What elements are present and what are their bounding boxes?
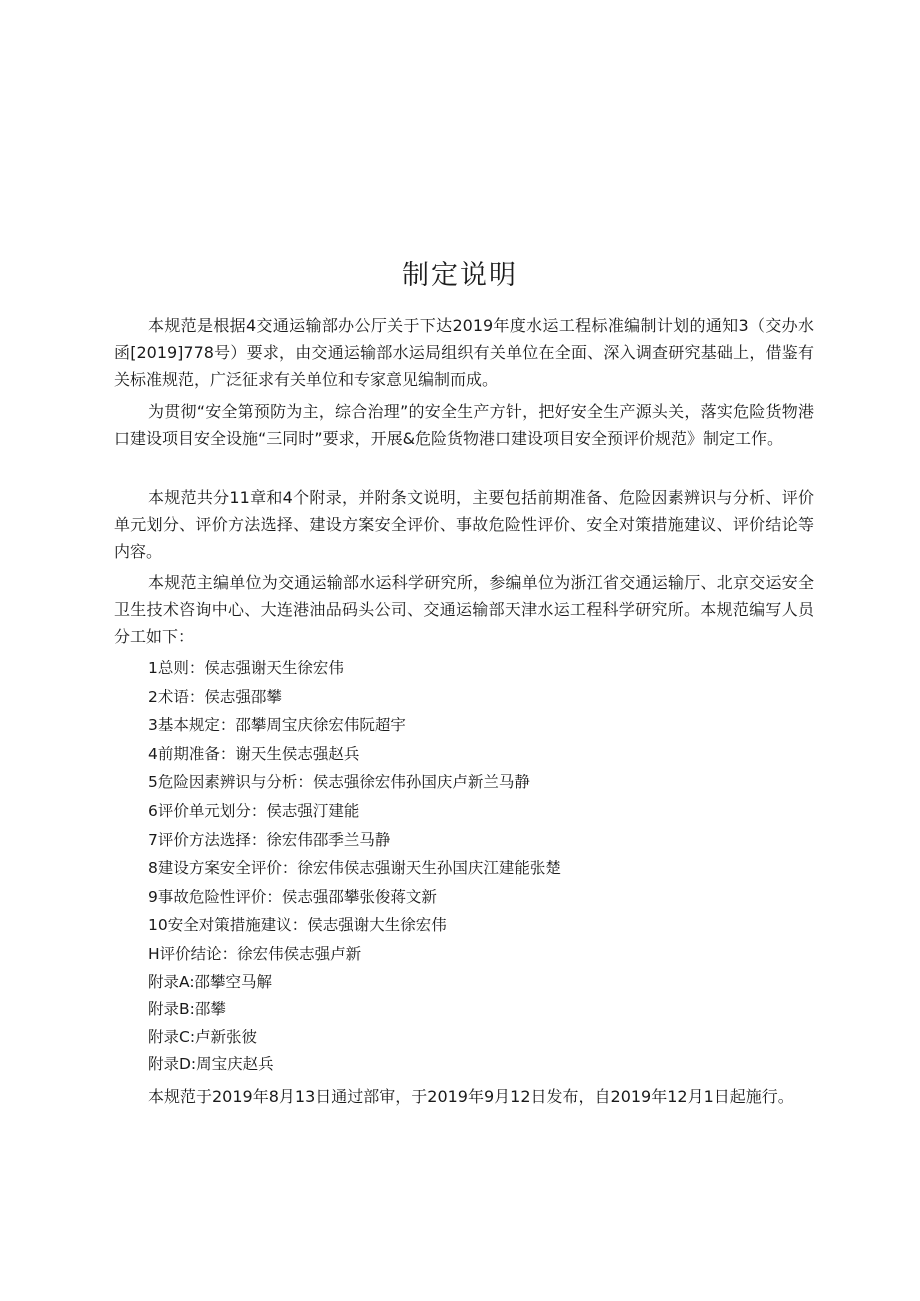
list-item: 2术语：侯志强邵攀 bbox=[148, 687, 282, 706]
paragraph-editors: 本规范主编单位为交通运输部水运科学研究所，参编单位为浙江省交通运输厅、北京交运安全卫生技术咨询中心、大连港油品码头公司、交通运输部天津水运工程科学研究所。本规范编写人员分工如下： bbox=[114, 573, 814, 646]
list-item: H评价结论：徐宏伟侯志强卢新 bbox=[148, 945, 362, 963]
list-item: 附录D:周宝庆赵兵 bbox=[148, 1055, 274, 1073]
paragraph-basis: 本规范是根据4交通运输部办公厅关于下达2019年度水运工程标准编制计划的通知3（交办水函[2019]778号）要求，由交通运输部水运局组织有关单位在全面、深入调查研究基础上，借鉴有关标准规范，广泛征求有关单位和专家意见编制而成。 bbox=[114, 316, 814, 389]
list-item: 4前期准备：谢天生侯志强赵兵 bbox=[148, 744, 360, 763]
appendix-author-list bbox=[148, 941, 361, 1079]
list-item: 5危险因素辨识与分析：侯志强徐宏伟孙国庆卢新兰马静 bbox=[148, 773, 530, 792]
list-item: 附录A:邵攀空马解 bbox=[148, 972, 273, 991]
list-item: 附录B:邵攀 bbox=[148, 1000, 226, 1018]
closing-statement: 本规范于2019年8月13日通过部审，于2019年9月12日发布，自2019年12月1日起施行。 bbox=[148, 1087, 794, 1106]
list-item: 1总则：侯志强谢天生徐宏伟 bbox=[148, 659, 344, 677]
paragraph-structure: 本规范共分11章和4个附录，并附条文说明，主要包括前期准备、危险因素辨识与分析、评价单元划分、评价方法选择、建设方案安全评价、事故危险性评价、安全对策措施建议、评价结论等内容。 bbox=[114, 488, 814, 561]
list-item: 附录C:卢新张彼 bbox=[148, 1027, 258, 1046]
paragraph-purpose: 为贯彻“安全第预防为主，综合治理”的安全生产方针，把好安全生产源头关，落实危险货物港口建设项目安全设施“三同时”要求，开展&危险货物港口建设项目安全预评价规范》制定工作。 bbox=[114, 402, 814, 448]
list-item: 10安全对策措施建议：侯志强谢大生徐宏伟 bbox=[148, 916, 447, 935]
page-title: 制定说明 bbox=[402, 260, 518, 291]
list-item: 6评价单元划分：侯志强汀建能 bbox=[148, 801, 360, 820]
list-item: 3基本规定：邵攀周宝庆徐宏伟阮超宇 bbox=[148, 716, 406, 735]
chapter-author-list bbox=[148, 654, 561, 940]
list-item: 7评价方法选择：徐宏伟邵季兰马静 bbox=[148, 830, 391, 849]
list-item: 9事故危险性评价：侯志强邵攀张俊蒋文新 bbox=[148, 887, 437, 906]
list-item: 8建设方案安全评价：徐宏伟侯志强谢天生孙国庆江建能张楚 bbox=[148, 859, 561, 878]
